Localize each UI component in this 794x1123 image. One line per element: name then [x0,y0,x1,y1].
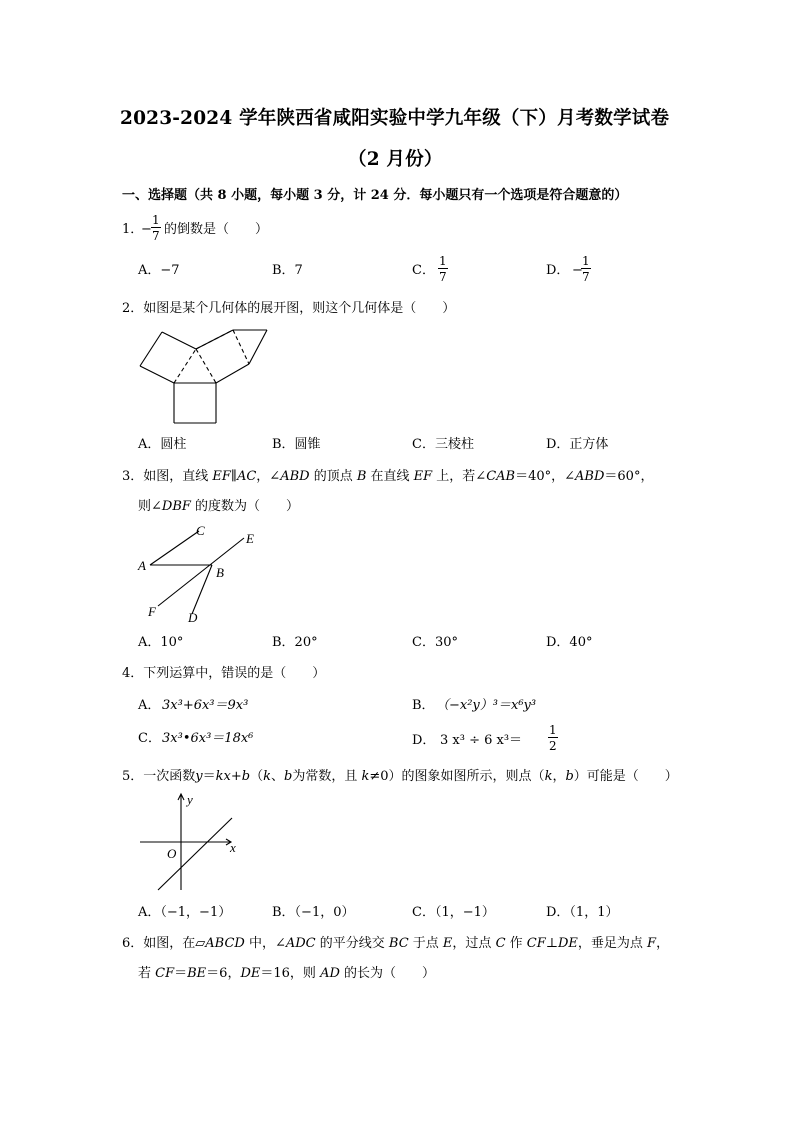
label-origin: O [167,846,177,861]
question-text: 的倒数是（ ） [164,222,269,237]
option-a[interactable]: A．−7 [138,263,180,278]
option-c-fraction [438,255,448,283]
fraction-numerator: 1 [152,213,160,227]
question-text: 4．下列运算中，错误的是（ ） [122,666,326,681]
question-text: 2．如图是某个几何体的展开图，则这个几何体是（ ） [122,301,456,316]
linear-function-graph [134,790,244,896]
exam-subtitle: （2 月份） [348,149,443,170]
fraction-denominator: 7 [152,229,160,243]
option-d-label[interactable]: D． [546,263,570,278]
option-b[interactable]: B．7 [272,263,303,278]
option-d[interactable]: D．（1，1） [546,905,619,920]
net-edge [162,332,196,349]
option-a-label[interactable]: A． [138,698,161,713]
label-b: B [216,565,224,580]
option-d-label[interactable]: D． [412,733,436,748]
option-b[interactable]: B．圆锥 [272,437,321,452]
option-d[interactable]: D．40° [546,635,593,650]
option-c-label[interactable]: C． [138,731,161,746]
option-c-label[interactable]: C． [412,263,435,278]
option-d-fraction [548,724,558,752]
net-figure [136,326,272,426]
label-f: F [148,604,156,619]
exam-title: 2023-2024 学年陕西省咸阳实验中学九年级（下）月考数学试卷 [120,108,670,129]
fold-line [233,330,249,364]
option-c[interactable]: C．三棱柱 [412,437,474,452]
option-a[interactable]: A．（−1，−1） [138,905,232,920]
fraction-numerator: 1 [439,254,447,268]
line-bd [192,565,212,614]
fraction-numerator: 1 [549,723,557,737]
label-c: C [196,523,205,538]
option-a[interactable]: A．圆柱 [138,437,187,452]
minus-sign: − [141,222,152,237]
option-d-expression: 3 x³ ÷ 6 x³＝ [440,733,523,748]
option-b-expression: （−x²y）³＝x⁶y³ [436,698,537,713]
fraction-denominator: 7 [439,270,447,284]
option-a[interactable]: A．10° [138,635,184,650]
question-text-line1: 6．如图，在▱ABCD 中，∠ADC 的平分线交 BC 于点 E，过点 C 作 CF⊥DE，垂足为点 F， [122,936,670,951]
label-y: y [187,792,193,807]
option-d[interactable]: D．正方体 [546,437,609,452]
question-text-line2: 若 CF＝BE＝6，DE＝16，则 AD 的长为（ ） [138,966,436,981]
net-edge [140,332,162,366]
fold-line [174,349,196,383]
fold-line [196,349,216,383]
option-b-label[interactable]: B． [412,698,435,713]
fraction-numerator: 1 [582,254,590,268]
label-x: x [230,840,236,855]
option-d-minus: − [572,263,583,278]
question-text: 5．一次函数y＝kx+b（k、b为常数，且 k≠0）的图象如图所示，则点（k，b）可能是（ ） [122,769,678,784]
label-e: E [246,531,254,546]
fraction-denominator: 2 [549,739,557,753]
option-b[interactable]: B．20° [272,635,318,650]
line-ac [150,531,199,565]
parallel-lines-figure [134,518,264,626]
question-number: 1． [122,222,144,237]
net-edge [140,366,174,383]
option-d-fraction [581,255,591,283]
option-a-expression: 3x³+6x³＝9x³ [162,698,249,713]
option-b[interactable]: B．（−1，0） [272,905,355,920]
question-text-line1: 3．如图，直线 EF∥AC，∠ABD 的顶点 B 在直线 EF 上，若∠CAB＝40°，∠ABD＝60°， [122,469,654,484]
label-d: D [188,610,198,625]
question-text-line2: 则∠DBF 的度数为（ ） [138,499,300,514]
option-c[interactable]: C．（1，−1） [412,905,495,920]
option-c-expression: 3x³•6x³＝18x⁶ [162,731,254,746]
section-header: 一、选择题（共 8 小题，每小题 3 分，计 24 分．每小题只有一个选项是符合题意的） [122,188,628,203]
net-edge [216,364,249,383]
option-c[interactable]: C．30° [412,635,458,650]
net-edge [249,330,267,364]
fraction [151,214,161,242]
label-a: A [138,558,146,573]
line-ef [158,538,244,606]
fraction-denominator: 7 [582,270,590,284]
